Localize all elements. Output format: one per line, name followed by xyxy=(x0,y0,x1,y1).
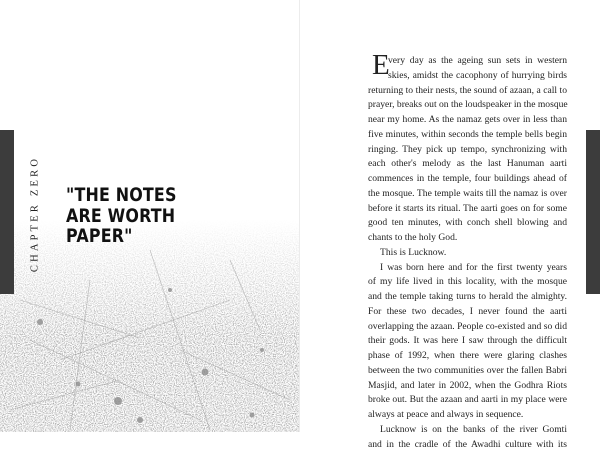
text-line: Masjid, and later in 2002, when the Godhra Riots xyxy=(368,379,567,394)
text-line: and the temple taking turns to herald the almighty. xyxy=(368,290,567,305)
text-line: chants to the holy God. xyxy=(368,231,567,246)
text-line: between the two communities over the fallen Babri xyxy=(368,364,567,379)
text-line: commences in the temple, four buildings ahead of xyxy=(368,172,567,187)
chapter-title xyxy=(66,186,238,248)
text-line: returning to their nests, the sound of azaan, a call to xyxy=(368,84,567,99)
text-line: each other's melody as the last Hanuman aarti xyxy=(368,157,567,172)
text-line: prayer, breaks out on the loudspeaker in the mosque xyxy=(368,98,567,113)
text-line: of my life lived in this locality, with the mosque xyxy=(368,275,567,290)
body-text xyxy=(368,54,567,452)
text-line: always at peace and always in sequence. xyxy=(368,408,567,423)
drop-cap: E xyxy=(372,51,390,79)
text-line: their gods. It was here I saw through the difficult xyxy=(368,334,567,349)
text-line: before it starts its ritual. The aarti goes on for some xyxy=(368,202,567,217)
chapter-title-line: ARE WORTH xyxy=(66,207,238,228)
text-line: ringing. They pick up tempo, synchronizing with xyxy=(368,143,567,158)
text-line: very day as the ageing sun sets in western xyxy=(368,54,567,69)
text-line: For these two decades, I never found the aarti xyxy=(368,305,567,320)
chapter-label xyxy=(25,149,45,279)
chapter-tab-right xyxy=(586,130,600,294)
text-line: good ten minutes, with conch shell blowing and xyxy=(368,216,567,231)
chapter-label-text: CHAPTER ZERO xyxy=(30,156,41,272)
text-line: phase of 1992, when there were glaring clashes xyxy=(368,349,567,364)
text-line: broke out. But the azaan and aarti in my place were xyxy=(368,393,567,408)
chapter-tab-left xyxy=(0,130,14,294)
text-line: near my home. As the namaz gets over in less than xyxy=(368,113,567,128)
text-line: Lucknow is on the banks of the river Gomti xyxy=(368,423,567,438)
text-line: overlapping the azaan. People co-existed and so did xyxy=(368,320,567,335)
text-line: the mosque. The temple waits till the namaz is over xyxy=(368,187,567,202)
text-line: five minutes, within seconds the temple bells begin xyxy=(368,128,567,143)
text-line: I was born here and for the first twenty years xyxy=(368,261,567,276)
text-line: and in the cradle of the Awadhi culture with its xyxy=(368,438,567,452)
text-line: skies, amidst the cacophony of hurrying birds xyxy=(368,69,567,84)
chapter-title-line: "THE NOTES xyxy=(66,186,238,207)
left-page xyxy=(0,0,300,432)
chapter-title-line: PAPER" xyxy=(66,227,238,248)
text-line: This is Lucknow. xyxy=(368,246,567,261)
